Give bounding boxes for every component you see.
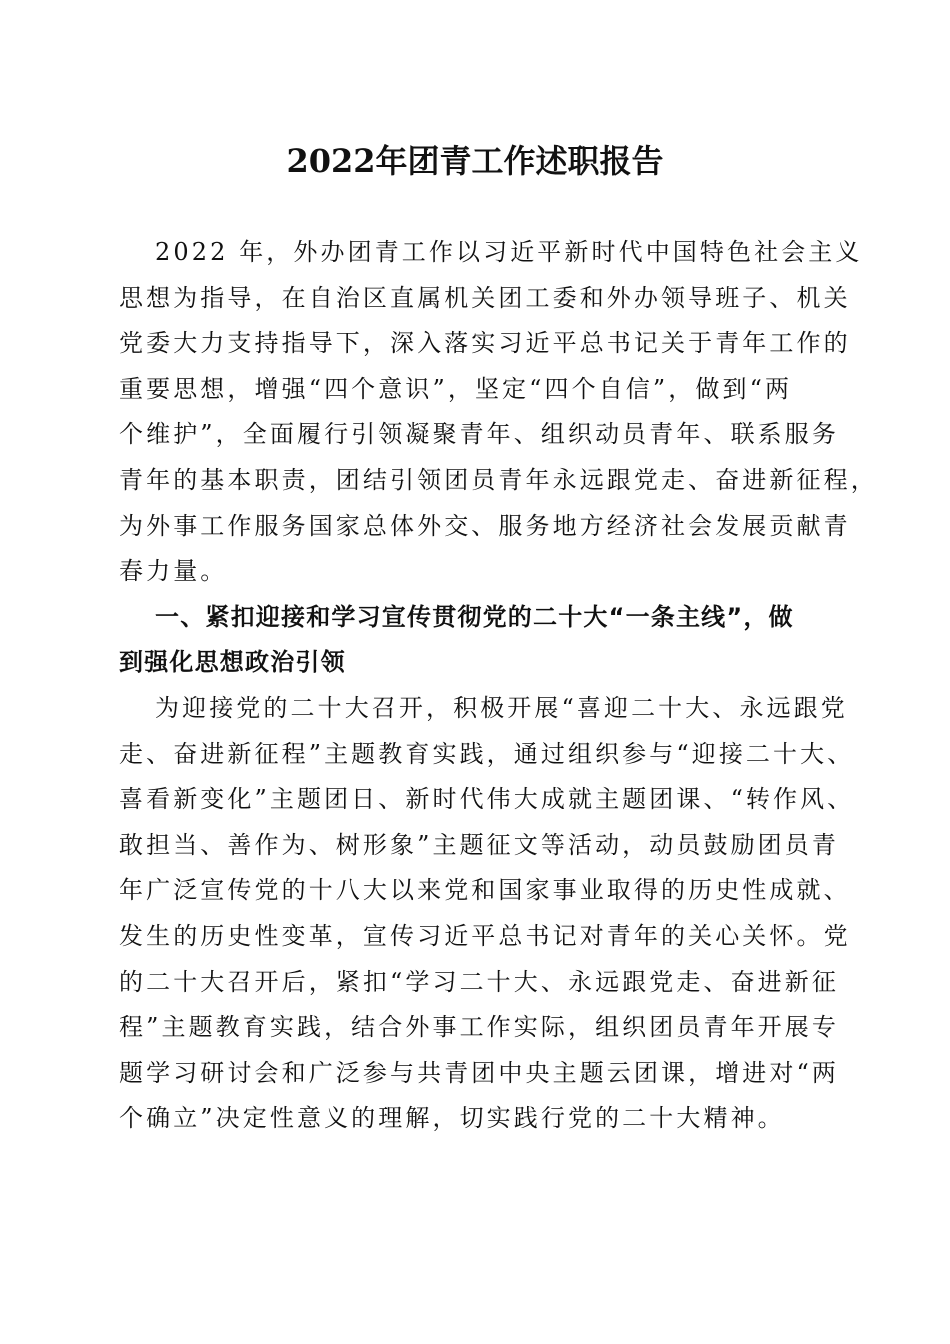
text-line: 为外事工作服务国家总体外交、服务地方经济社会发展贡献青: [119, 511, 851, 540]
text-line: 程”主题教育实践，结合外事工作实际，组织团员青年开展专: [119, 1013, 839, 1042]
document-title: 2022年团青工作述职报告: [286, 142, 664, 180]
text-line: 重要思想，增强“四个意识”，坚定“四个自信”，做到“两: [119, 374, 793, 403]
text-line: 春力量。: [119, 557, 228, 586]
text-line: 青年的基本职责，团结引领团员青年永远跟党走、奋进新征程，: [119, 465, 878, 494]
text-line: 走、奋进新征程”主题教育实践，通过组织参与“迎接二十大、: [119, 739, 855, 768]
text-line: 个确立”决定性意义的理解，切实践行党的二十大精神。: [119, 1104, 785, 1133]
text-line: 发生的历史性变革，宣传习近平总书记对青年的关心关怀。党: [119, 921, 851, 950]
text-line: 2022 年，外办团青工作以习近平新时代中国特色社会主义: [155, 238, 863, 266]
document-body: [119, 230, 878, 1142]
text-line: 题学习研讨会和广泛参与共青团中央主题云团课，增进对“两: [119, 1058, 839, 1087]
section-heading-line: 一、紧扣迎接和学习宣传贯彻党的二十大“一条主线”，做: [155, 602, 794, 631]
text-line: 党委大力支持指导下，深入落实习近平总书记关于青年工作的: [119, 329, 851, 358]
text-line: 的二十大召开后，紧扣“学习二十大、永远跟党走、奋进新征: [119, 967, 839, 996]
text-line: 年广泛宣传党的十八大以来党和国家事业取得的历史性成就、: [119, 876, 851, 905]
text-line: 喜看新变化”主题团日、新时代伟大成就主题团课、“转作风、: [119, 785, 855, 814]
text-line: 思想为指导，在自治区直属机关团工委和外办领导班子、机关: [119, 283, 851, 312]
text-line: 个维护”，全面履行引领凝聚青年、组织动员青年、联系服务: [119, 420, 839, 449]
text-line: 敢担当、善作为、树形象”主题征文等活动，动员鼓励团员青: [119, 830, 839, 859]
section-heading-line: 到强化思想政治引领: [119, 648, 346, 677]
text-line: 为迎接党的二十大召开，积极开展“喜迎二十大、永远跟党: [155, 693, 848, 722]
